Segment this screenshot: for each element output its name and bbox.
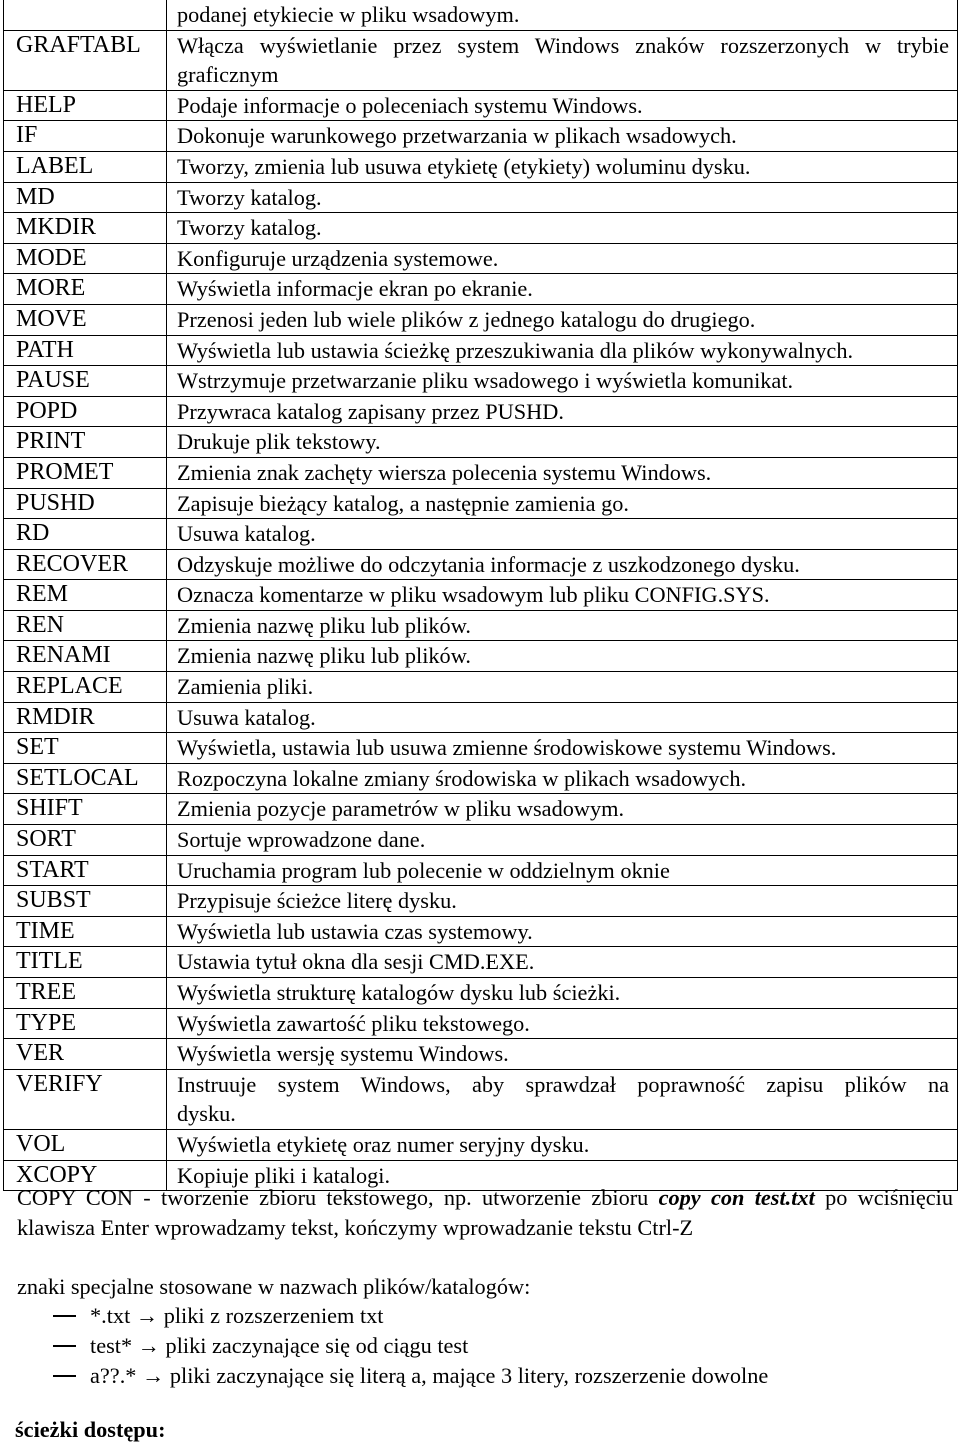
command-name-cell: MORE [4,274,167,305]
command-name-cell: MOVE [4,304,167,335]
command-name-cell: PROMET [4,457,167,488]
commands-table [3,0,958,1191]
table-row [4,825,958,856]
table-row [4,855,958,886]
table-row [4,0,958,30]
table-row [4,121,958,152]
table-row [4,794,958,825]
description-line: Ustawia tytuł okna dla sesji CMD.EXE. [177,949,535,975]
command-name-cell: RD [4,519,167,550]
copy-con-prefix: COPY CON - tworzenie zbioru tekstowego, np. utworzenie zbioru [17,1185,649,1210]
command-description-cell [167,610,958,641]
command-description-cell [167,274,958,305]
table-row [4,886,958,917]
paths-heading: ścieżki dostępu: [15,1417,166,1442]
command-description-cell [167,916,958,947]
command-description-cell [167,886,958,917]
command-name-cell: START [4,855,167,886]
command-description-cell [167,243,958,274]
table-row [4,213,958,244]
command-description-cell [167,947,958,978]
command-description-cell [167,978,958,1009]
description-line: Wyświetla zawartość pliku tekstowego. [177,1010,530,1036]
command-description-cell [167,794,958,825]
table-row [4,1069,958,1129]
copy-con-example: copy con test.txt [658,1185,815,1210]
description-line: Rozpoczyna lokalne zmiany środowiska w plikach wsadowych. [177,765,747,791]
command-name-cell: TREE [4,978,167,1009]
list-item-text: a??.* → pliki zaczynające się literą a, mające 3 litery, rozszerzenie dowolne [90,1362,769,1388]
command-description-cell [167,549,958,580]
description-line: Usuwa katalog. [177,521,316,547]
command-description-cell [167,519,958,550]
dash-bullet-icon [53,1345,76,1347]
command-description-cell [167,702,958,733]
table-row [4,151,958,182]
description-line: Kopiuje pliki i katalogi. [177,1162,391,1188]
description-line: Przenosi jeden lub wiele plików z jednego katalogu do drugiego. [177,306,756,332]
copy-con-suffix: po wciśnięciu klawisza Enter wprowadzamy tekst, kończymy wprowadzanie tekstu Ctrl-Z [17,1185,954,1240]
table-row [4,641,958,672]
command-name-cell: SET [4,733,167,764]
notes-section [17,1183,953,1390]
command-name-cell: RENAMI [4,641,167,672]
command-name-cell: RMDIR [4,702,167,733]
command-name-cell: MKDIR [4,213,167,244]
command-description-cell [167,396,958,427]
command-description-cell [167,457,958,488]
command-description-cell [167,213,958,244]
command-name-cell: VOL [4,1129,167,1160]
command-description-cell [167,304,958,335]
command-description-cell [167,855,958,886]
command-name-cell: VER [4,1039,167,1070]
command-name-cell: SORT [4,825,167,856]
description-line: Wyświetla strukturę katalogów dysku lub ścieżki. [177,980,621,1005]
table-row [4,580,958,611]
command-name-cell: TYPE [4,1008,167,1039]
description-line: Usuwa katalog. [177,704,316,730]
command-name-cell: XCOPY [4,1160,167,1191]
list-item-text: *.txt → pliki z rozszerzeniem txt [90,1303,384,1329]
table-row [4,457,958,488]
description-line: Wyświetla wersję systemu Windows. [177,1041,509,1067]
table-row [4,366,958,397]
command-description-cell [167,733,958,764]
command-name-cell: IF [4,121,167,152]
command-description-cell [167,641,958,672]
description-line: Drukuje plik tekstowy. [177,429,381,455]
list-item-text: test* → pliki zaczynające się od ciągu test [90,1332,469,1358]
description-line: Wyświetla, ustawia lub usuwa zmienne środowiskowe systemu Windows. [177,735,837,761]
command-name-cell: RECOVER [4,549,167,580]
description-line: Przypisuje ścieżce literę dysku. [177,888,457,914]
description-continuation: podanej etykiecie w pliku wsadowym. [177,2,520,27]
description-line: Zamienia pliki. [177,674,314,700]
command-name-cell: MD [4,182,167,213]
spacer [17,1242,953,1272]
description-line: Konfiguruje urządzenia systemowe. [177,245,499,271]
command-description-cell [167,366,958,397]
table-row [4,549,958,580]
description-line: Wyświetla etykietę oraz numer seryjny dysku. [177,1131,590,1157]
description-line: Dokonuje warunkowego przetwarzania w plikach wsadowych. [177,123,737,149]
command-name-cell: SHIFT [4,794,167,825]
command-description-cell [167,1069,958,1129]
command-name-cell: GRAFTABL [4,30,167,90]
description-line: Zmienia nazwę pliku lub plików. [177,612,471,638]
command-description-cell [167,825,958,856]
command-description-cell [167,427,958,458]
table-row [4,488,958,519]
command-description-cell [167,488,958,519]
table-row [4,733,958,764]
command-name-cell: VERIFY [4,1069,167,1129]
command-description-cell [167,1039,958,1070]
table-row [4,1129,958,1160]
description-line: Tworzy katalog. [177,215,322,241]
table-row [4,672,958,703]
table-row [4,1008,958,1039]
command-name-cell: REM [4,580,167,611]
command-description-cell [167,90,958,121]
command-description-cell [167,151,958,182]
description-line: Instruuje system Windows, aby sprawdzał poprawność zapisu plików na [177,1071,949,1097]
command-description-cell [167,763,958,794]
table-row [4,519,958,550]
command-name-cell: REN [4,610,167,641]
description-line: Wstrzymuje przetwarzanie pliku wsadowego i wyświetla komunikat. [177,368,794,394]
table-row [4,304,958,335]
table-row [4,702,958,733]
command-name-cell: TIME [4,916,167,947]
description-line: Wyświetla informacje ekran po ekranie. [177,276,533,302]
description-line: Tworzy katalog. [177,184,322,210]
description-line: Wyświetla lub ustawia ścieżkę przeszukiwania dla plików wykonywalnych. [177,337,854,363]
command-description-cell [167,335,958,366]
description-line: Odzyskuje możliwe do odczytania informacje z uszkodzonego dysku. [177,551,800,577]
command-description-cell [167,182,958,213]
dash-bullet-icon [53,1375,76,1377]
description-line: Zmienia pozycje parametrów w pliku wsadowym. [177,796,625,822]
command-name-cell [4,0,167,30]
table-row [4,335,958,366]
dash-bullet-icon [53,1315,76,1317]
table-row [4,763,958,794]
description-line: Podaje informacje o poleceniach systemu Windows. [177,92,643,118]
command-name-cell: MODE [4,243,167,274]
description-line: Uruchamia program lub polecenie w oddzielnym oknie [177,857,670,883]
description-line: Zmienia nazwę pliku lub plików. [177,643,471,669]
table-row [4,947,958,978]
description-line: dysku. [177,1101,236,1127]
special-chars-intro: znaki specjalne stosowane w nazwach plików/katalogów: [17,1273,531,1299]
table-row [4,243,958,274]
description-line: Tworzy, zmienia lub usuwa etykietę (etykiety) woluminu dysku. [177,153,751,179]
command-name-cell: PAUSE [4,366,167,397]
description-line: Przywraca katalog zapisany przez PUSHD. [177,398,564,424]
table-row [4,30,958,90]
command-description-cell [167,121,958,152]
table-row [4,427,958,458]
table-row [4,274,958,305]
description-line: Zmienia znak zachęty wiersza polecenia systemu Windows. [177,459,712,485]
command-description-cell [167,30,958,90]
command-name-cell: SUBST [4,886,167,917]
command-description-cell [167,672,958,703]
command-name-cell: TITLE [4,947,167,978]
table-row [4,1039,958,1070]
table-row [4,90,958,121]
description-line: Sortuje wprowadzone dane. [177,827,426,853]
command-name-cell: LABEL [4,151,167,182]
copy-con-paragraph [17,1183,953,1242]
command-name-cell: PRINT [4,427,167,458]
description-line: Oznacza komentarze w pliku wsadowym lub pliku CONFIG.SYS. [177,582,770,608]
command-description-cell [167,580,958,611]
table-row [4,610,958,641]
command-name-cell: POPD [4,396,167,427]
command-name-cell: PUSHD [4,488,167,519]
description-line: Włącza wyświetlanie przez system Windows znaków rozszerzonych w trybie [177,32,949,58]
command-name-cell: HELP [4,90,167,121]
command-name-cell: SETLOCAL [4,763,167,794]
table-row [4,182,958,213]
command-name-cell: REPLACE [4,672,167,703]
command-name-cell: PATH [4,335,167,366]
list-item [17,1331,953,1361]
command-description-cell [167,1129,958,1160]
list-item [17,1361,953,1391]
description-line: Zapisuje bieżący katalog, a następnie zamienia go. [177,490,629,516]
list-item [17,1301,953,1331]
description-line: Wyświetla lub ustawia czas systemowy. [177,918,533,944]
command-description-cell [167,1008,958,1039]
description-line: graficznym [177,62,279,88]
command-description-cell [167,0,958,30]
table-row [4,916,958,947]
table-row [4,978,958,1009]
table-row [4,396,958,427]
